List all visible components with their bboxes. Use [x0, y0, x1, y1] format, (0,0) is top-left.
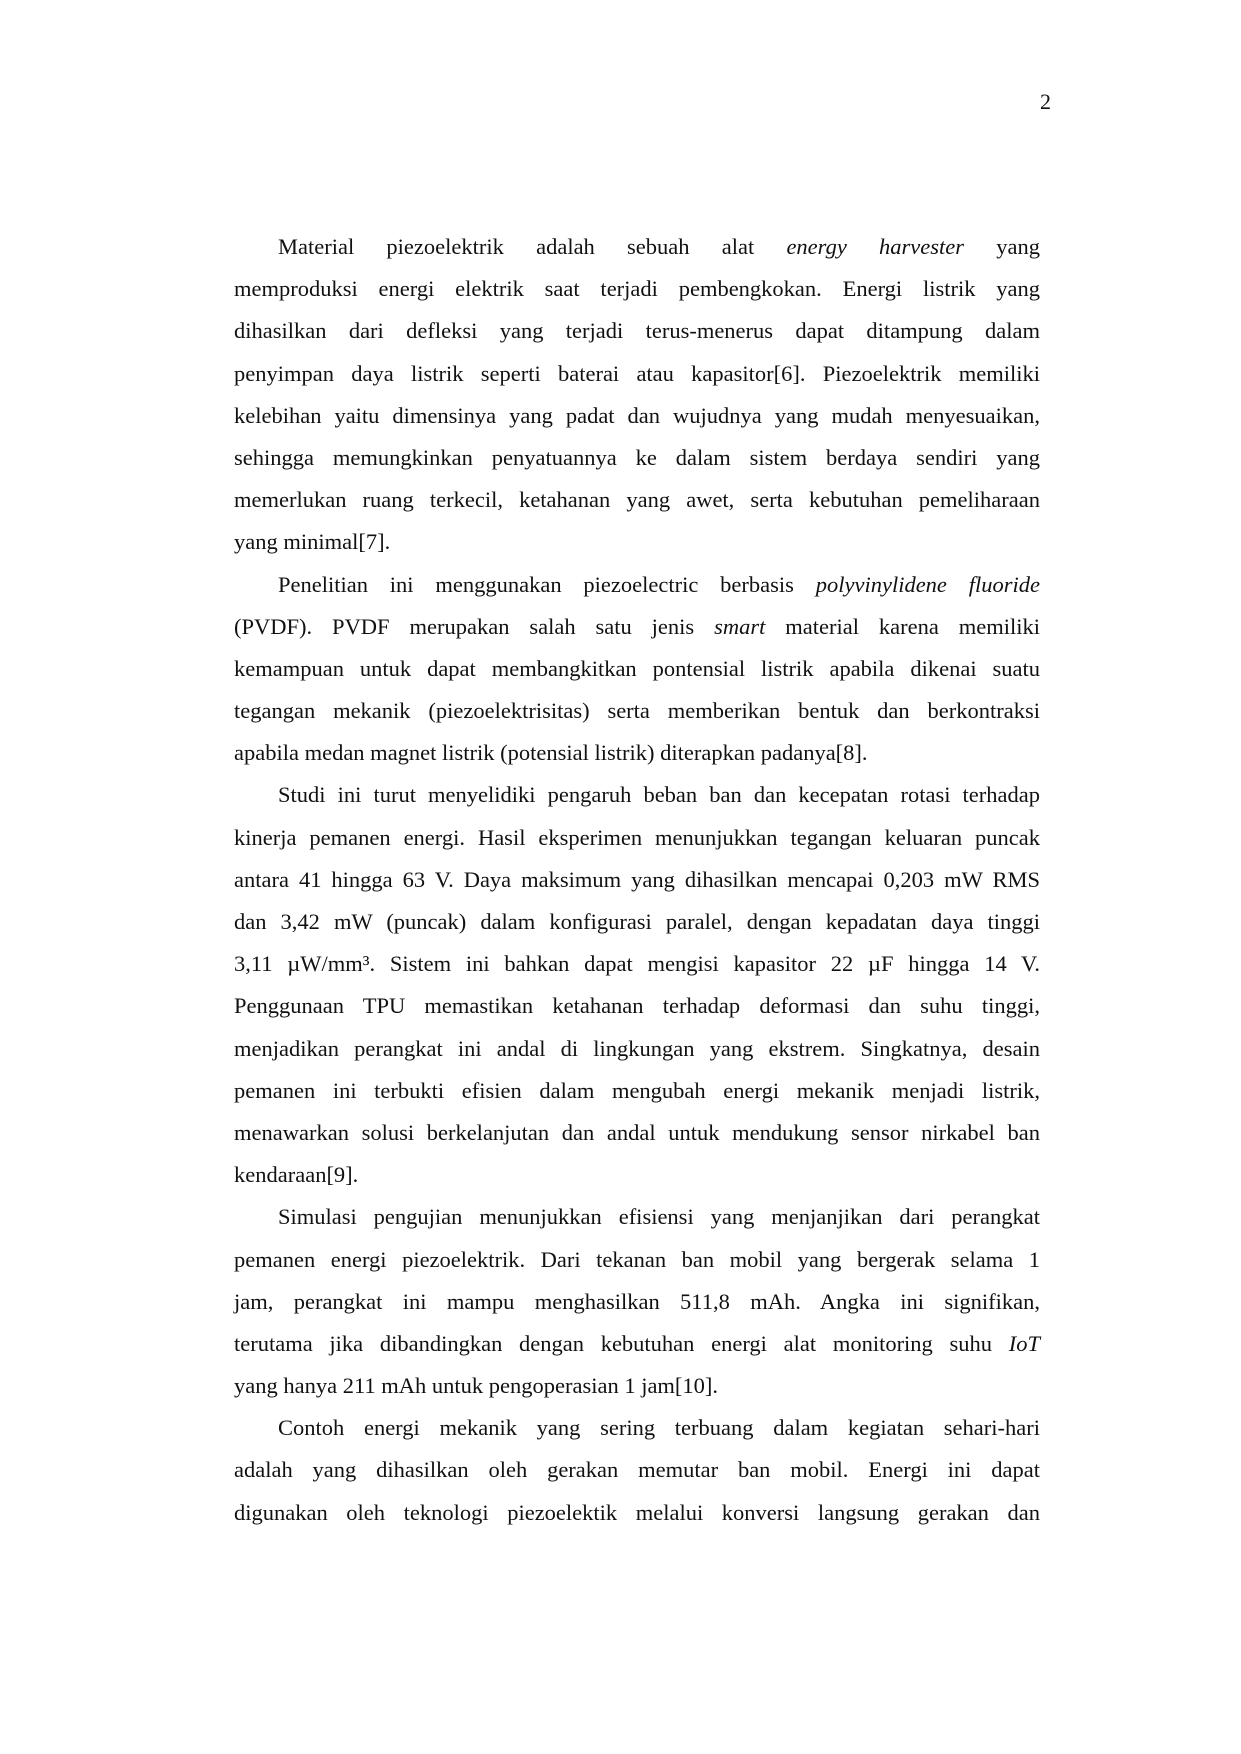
paragraph [234, 780, 1040, 1202]
text-line [234, 443, 1040, 485]
text-line [234, 1455, 1040, 1497]
text-segment: adalah yang dihasilkan oleh gerakan memutar ban mobil. Energi ini dapat [234, 1457, 1040, 1483]
text-line [234, 232, 1040, 274]
text-segment: kemampuan untuk dapat membangkitkan pontensial listrik apabila dikenai suatu [234, 655, 1040, 681]
italic-term: smart [714, 613, 766, 639]
text-segment: antara 41 hingga 63 V. Daya maksimum yang dihasilkan mencapai 0,203 mW RMS [234, 866, 1040, 892]
text-segment: yang [964, 234, 1040, 259]
text-segment: jam, perangkat ini mampu menghasilkan 511,8 mAh. Angka ini signifikan, [234, 1288, 1040, 1314]
text-line [234, 907, 1040, 949]
text-line [234, 485, 1040, 527]
text-line [234, 949, 1040, 991]
document-body [234, 232, 1040, 1540]
page-number: 2 [1040, 89, 1051, 114]
text-segment: penyimpan daya listrik seperti baterai atau kapasitor[6]. Piezoelektrik memiliki [234, 360, 1040, 386]
text-line [234, 991, 1040, 1033]
text-segment: kinerja pemanen energi. Hasil eksperimen menunjukkan tegangan keluaran puncak [234, 824, 1040, 850]
text-segment: memproduksi energi elektrik saat terjadi pembengkokan. Energi listrik yang [234, 276, 1040, 302]
text-segment: Material piezoelektrik adalah sebuah alat [278, 234, 787, 259]
text-line [234, 738, 1040, 780]
text-line [234, 654, 1040, 696]
text-segment: Contoh energi mekanik yang sering terbuang dalam kegiatan sehari-hari [278, 1415, 1040, 1441]
text-line [234, 401, 1040, 443]
text-line [234, 1160, 1040, 1202]
text-line [234, 570, 1040, 612]
text-line [234, 865, 1040, 907]
text-segment: menawarkan solusi berkelanjutan dan andal untuk mendukung sensor nirkabel ban [234, 1119, 1040, 1145]
text-segment: menjadikan perangkat ini andal di lingkungan yang ekstrem. Singkatnya, desain [234, 1035, 1040, 1061]
paragraph [234, 232, 1040, 570]
text-line [234, 1413, 1040, 1455]
text-segment: Simulasi pengujian menunjukkan efisiensi yang menjanjikan dari perangkat [278, 1204, 1040, 1230]
text-line [234, 823, 1040, 865]
text-segment: terutama jika dibandingkan dengan kebutuhan energi alat monitoring suhu [234, 1330, 1009, 1356]
text-segment: Penggunaan TPU memastikan ketahanan terhadap deformasi dan suhu tinggi, [234, 993, 1040, 1019]
text-line [234, 1329, 1040, 1371]
text-segment: Penelitian ini menggunakan piezoelectric berbasis [278, 571, 816, 597]
text-segment: yang hanya 211 mAh untuk pengoperasian 1 jam[10]. [234, 1373, 719, 1399]
text-segment: pemanen ini terbukti efisien dalam mengubah energi mekanik menjadi listrik, [234, 1077, 1040, 1103]
italic-term: IoT [1008, 1330, 1040, 1356]
text-line [234, 780, 1040, 822]
text-segment: dan 3,42 mW (puncak) dalam konfigurasi paralel, dengan kepadatan daya tinggi [234, 909, 1040, 934]
text-segment: yang minimal[7]. [234, 529, 391, 555]
text-line [234, 527, 1040, 569]
text-line [234, 612, 1040, 654]
text-line [234, 1287, 1040, 1329]
paragraph [234, 570, 1040, 781]
text-line [234, 1498, 1040, 1540]
text-segment: sehingga memungkinkan penyatuannya ke dalam sistem berdaya sendiri yang [234, 444, 1040, 470]
text-segment: kendaraan[9]. [234, 1162, 359, 1188]
italic-term: polyvinylidene fluoride [815, 571, 1040, 597]
text-segment: material karena memiliki [765, 613, 1040, 639]
text-line [234, 1076, 1040, 1118]
text-segment: Studi ini turut menyelidiki pengaruh beban ban dan kecepatan rotasi terhadap [278, 782, 1040, 808]
text-line [234, 1118, 1040, 1160]
text-line [234, 696, 1040, 738]
text-line [234, 316, 1040, 358]
italic-term: energy harvester [786, 234, 965, 259]
text-line [234, 1034, 1040, 1076]
text-segment: memerlukan ruang terkecil, ketahanan yang awet, serta kebutuhan pemeliharaan [234, 487, 1040, 513]
text-segment: (PVDF). PVDF merupakan salah satu jenis [234, 613, 715, 639]
paragraph [234, 1413, 1040, 1540]
text-segment: apabila medan magnet listrik (potensial listrik) diterapkan padanya[8]. [234, 740, 868, 766]
paragraph [234, 1202, 1040, 1413]
text-segment: kelebihan yaitu dimensinya yang padat dan wujudnya yang mudah menyesuaikan, [234, 402, 1040, 428]
text-segment: dihasilkan dari defleksi yang terjadi terus-menerus dapat ditampung dalam [234, 318, 1040, 344]
text-line [234, 1245, 1040, 1287]
text-segment: pemanen energi piezoelektrik. Dari tekanan ban mobil yang bergerak selama 1 [234, 1246, 1040, 1272]
text-line [234, 1371, 1040, 1413]
text-line [234, 274, 1040, 316]
text-segment: tegangan mekanik (piezoelektrisitas) serta memberikan bentuk dan berkontraksi [234, 698, 1040, 724]
text-line [234, 1202, 1040, 1244]
text-segment: 3,11 µW/mm³. Sistem ini bahkan dapat mengisi kapasitor 22 µF hingga 14 V. [234, 951, 1040, 977]
text-segment: digunakan oleh teknologi piezoelektik melalui konversi langsung gerakan dan [234, 1499, 1040, 1525]
text-line [234, 359, 1040, 401]
